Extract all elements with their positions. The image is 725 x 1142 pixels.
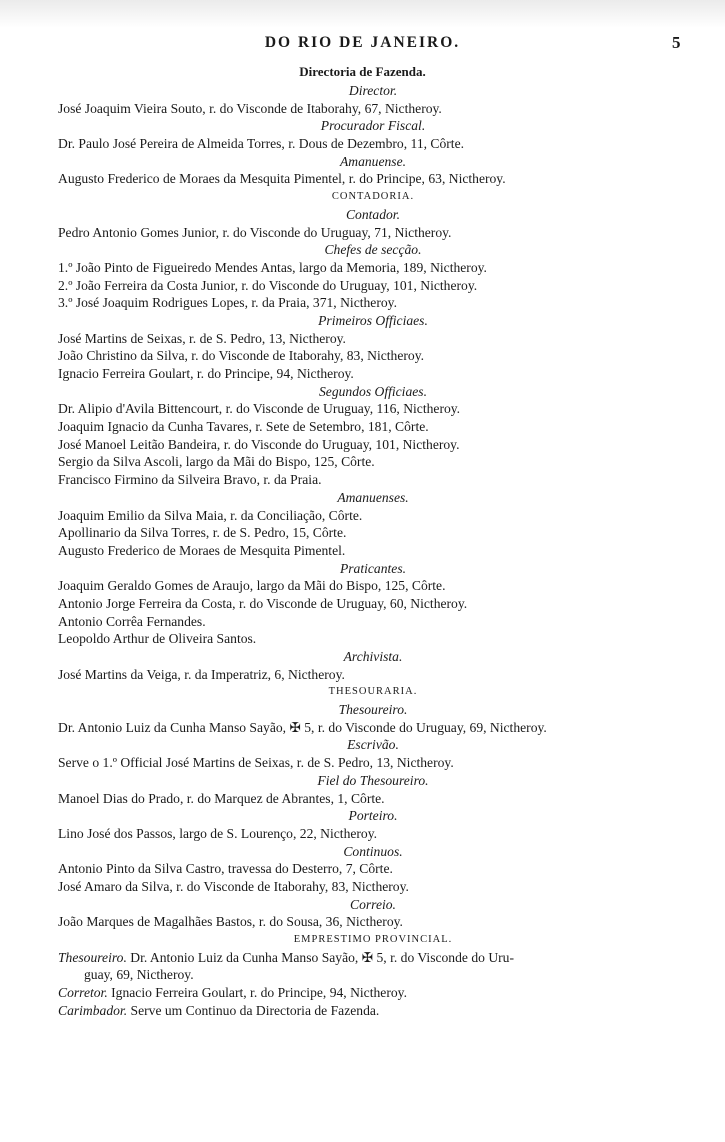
entry-line: João Marques de Magalhães Bastos, r. do Sousa, 36, Nictheroy. [58, 914, 403, 930]
loan-corretor [58, 984, 688, 1002]
entry-line: Lino José dos Passos, largo de S. Lourenço, 22, Nictheroy. [58, 825, 378, 841]
loan-corretor-text: Ignacio Ferreira Goulart, r. do Principe, 94, Nictheroy. [111, 985, 407, 1001]
entry-line: 2.º João Ferreira da Costa Junior, r. do Visconde do Uruguay, 101, Nictheroy. [58, 277, 478, 293]
entry-line: 3.º José Joaquim Rodrigues Lopes, r. da Praia, 371, Nictheroy. [58, 295, 397, 311]
department-heading: CONTADORIA. [331, 191, 415, 203]
entry-line: João Christino da Silva, r. do Visconde de Itaborahy, 83, Nictheroy. [58, 348, 425, 364]
section-title: Directoria de Fazenda. [299, 64, 426, 79]
role-heading: Correio. [350, 896, 396, 912]
entry-line: Antonio Corrêa Fernandes. [58, 613, 206, 629]
entry-line: Antonio Jorge Ferreira da Costa, r. do Visconde de Uruguay, 60, Nictheroy. [58, 595, 468, 611]
role-heading: Thesoureiro. [338, 702, 408, 718]
entry-line: Dr. Alipio d'Avila Bittencourt, r. do Visconde de Uruguay, 116, Nictheroy. [58, 401, 461, 417]
entry-line: Joaquim Ignacio da Cunha Tavares, r. Sete de Setembro, 181, Côrte. [58, 419, 429, 435]
entry-line: José Joaquim Vieira Souto, r. do Visconde de Itaborahy, 67, Nictheroy. [58, 100, 442, 116]
entry-line: José Amaro da Silva, r. do Visconde de Itaborahy, 83, Nictheroy. [58, 878, 409, 894]
entry-line: José Martins de Seixas, r. de S. Pedro, 13, Nictheroy. [58, 330, 346, 346]
loan-thesoureiro [58, 949, 688, 967]
entry-line: Joaquim Geraldo Gomes de Araujo, largo da Mãi do Bispo, 125, Côrte. [58, 578, 446, 594]
entry-line: Serve o 1.º Official José Martins de Seixas, r. de S. Pedro, 13, Nictheroy. [58, 755, 454, 771]
entry-line: Sergio da Silva Ascoli, largo da Mãi do Bispo, 125, Côrte. [58, 454, 375, 470]
page-header-title: DO RIO DE JANEIRO. [264, 34, 461, 51]
role-heading: Segundos Officiaes. [319, 383, 427, 399]
role-heading: Procurador Fiscal. [320, 118, 426, 134]
department-heading: THESOURARIA. [328, 686, 418, 698]
department-heading: EMPRESTIMO PROVINCIAL. [293, 934, 453, 945]
role-heading: Primeiros Officiaes. [318, 312, 428, 328]
page-number: 5 [672, 33, 681, 52]
entry-line: José Martins da Veiga, r. da Imperatriz, 6, Nictheroy. [58, 666, 345, 682]
loan-thesoureiro-text: Dr. Antonio Luiz da Cunha Manso Sayão, ✠ 5, r. do Visconde do Uru- [130, 949, 514, 965]
loan-thesoureiro-label: Thesoureiro. [58, 949, 127, 965]
role-heading: Archivista. [343, 649, 403, 664]
loan-carimbador-label: Carimbador. [58, 1002, 128, 1018]
entry-line: Francisco Firmino da Silveira Bravo, r. da Praia. [58, 472, 322, 488]
loan-carimbador [58, 1002, 688, 1020]
role-heading: Continuos. [343, 843, 403, 859]
entry-line: Ignacio Ferreira Goulart, r. do Principe, 94, Nictheroy. [58, 366, 354, 381]
entry-line: Leopoldo Arthur de Oliveira Santos. [58, 631, 257, 647]
entry-line: Dr. Antonio Luiz da Cunha Manso Sayão, ✠ 5, r. do Visconde do Uruguay, 69, Nictheroy. [58, 719, 547, 735]
role-heading: Porteiro. [348, 808, 398, 824]
entry-line: Antonio Pinto da Silva Castro, travessa do Desterro, 7, Côrte. [58, 861, 393, 877]
directory-listing [58, 82, 688, 1019]
entry-line: José Manoel Leitão Bandeira, r. do Visconde do Uruguay, 101, Nictheroy. [58, 436, 460, 452]
role-heading: Chefes de secção. [324, 242, 422, 258]
role-heading: Praticantes. [339, 560, 407, 576]
loan-thesoureiro-cont: guay, 69, Nictheroy. [84, 967, 194, 983]
entry-line: Manoel Dias do Prado, r. do Marquez de Abrantes, 1, Côrte. [58, 790, 385, 806]
entry-line: Augusto Frederico de Moraes da Mesquita Pimentel, r. do Principe, 63, Nictheroy. [58, 171, 506, 187]
entry-line: Dr. Paulo José Pereira de Almeida Torres, r. Dous de Dezembro, 11, Côrte. [58, 136, 465, 152]
role-heading: Fiel do Thesoureiro. [317, 772, 429, 788]
role-heading: Escrivão. [347, 737, 399, 753]
entry-line: Apollinario da Silva Torres, r. de S. Pedro, 15, Côrte. [58, 525, 347, 541]
role-heading: Amanuense. [339, 153, 407, 169]
role-heading: Amanuenses. [337, 489, 409, 505]
role-heading: Director. [348, 83, 398, 98]
page-edge-stain [0, 0, 725, 28]
entry-line: 1.º João Pinto de Figueiredo Mendes Antas, largo da Memoria, 189, Nictheroy. [58, 259, 487, 275]
loan-corretor-label: Corretor. [58, 985, 108, 1001]
loan-carimbador-text: Serve um Continuo da Directoria de Fazenda. [130, 1002, 380, 1018]
role-heading: Contador. [345, 206, 400, 222]
entry-line: Joaquim Emilio da Silva Maia, r. da Conciliação, Côrte. [58, 507, 363, 523]
entry-line: Pedro Antonio Gomes Junior, r. do Visconde do Uruguay, 71, Nictheroy. [58, 224, 452, 240]
entry-line: Augusto Frederico de Moraes de Mesquita Pimentel. [58, 542, 346, 558]
